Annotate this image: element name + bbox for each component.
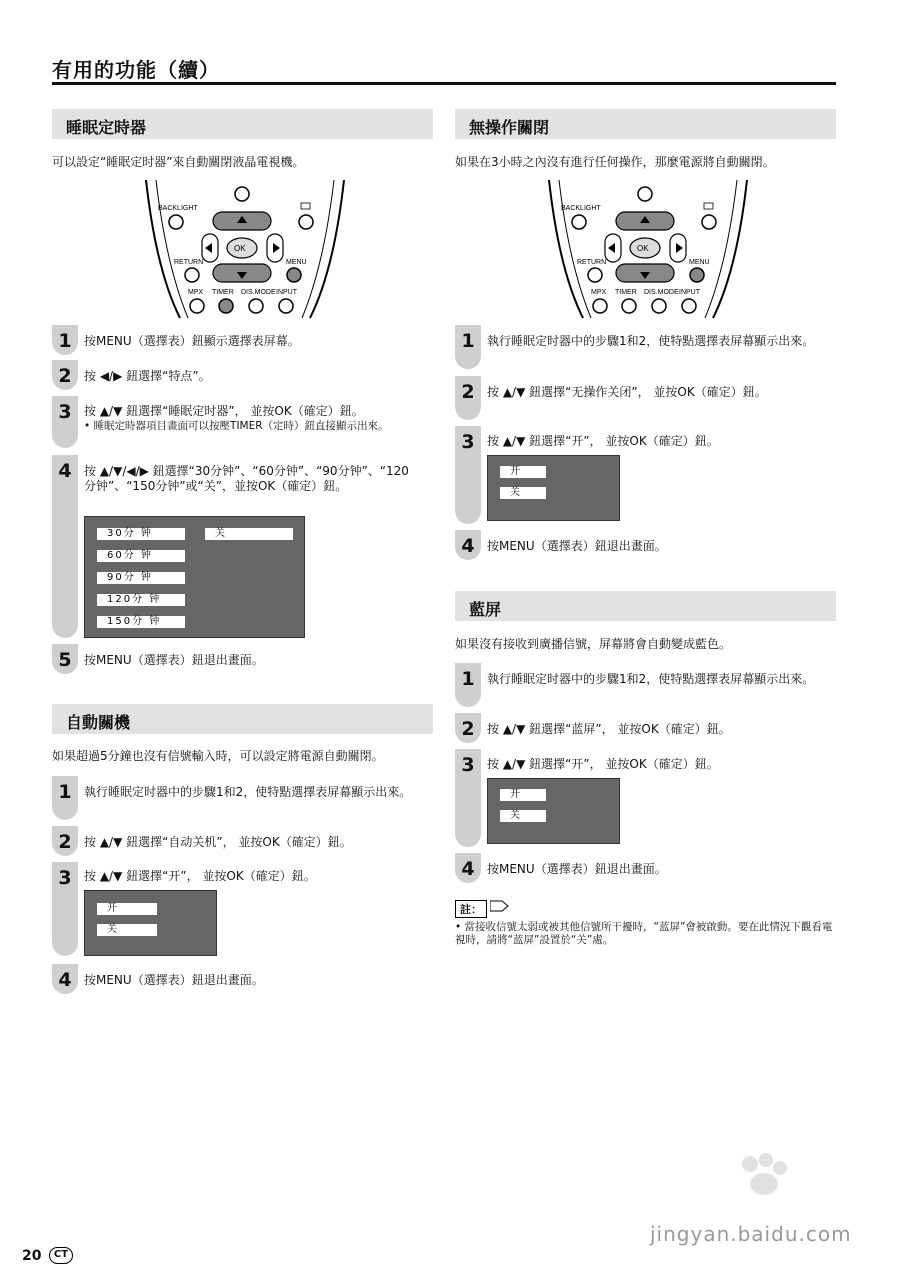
ok-label: OK: [637, 244, 649, 253]
step-number: 4: [461, 858, 475, 880]
menu-label: MENU: [689, 259, 710, 266]
step-note: • 睡眠定時器項目畫面可以按壓TIMER（定時）鈕直接顯示出來。: [84, 420, 389, 432]
no-operation-off-intro: 如果在3小時之內沒有進行任何操作，那麼電源將自動關閉。: [455, 155, 775, 169]
osd-option-off[interactable]: 关: [500, 487, 546, 499]
ok-label: OK: [234, 244, 246, 253]
step-number: 1: [58, 330, 72, 352]
osd-option-off[interactable]: 关: [205, 528, 293, 540]
osd-option-on[interactable]: 开: [500, 466, 546, 478]
note-label: 註：: [455, 900, 487, 918]
input-label: INPUT: [679, 289, 700, 296]
auto-off-heading: 自動關機: [52, 704, 433, 734]
step-number: 2: [58, 365, 72, 387]
osd-option-90[interactable]: 90分 钟: [97, 572, 185, 584]
osd-option-off[interactable]: 关: [97, 924, 157, 936]
watermark-text: jingyan.baidu.com: [650, 1222, 852, 1246]
step-number: 2: [461, 381, 475, 403]
step-text: 按MENU（選擇表）鈕退出畫面。: [487, 862, 667, 876]
mpx-label: MPX: [188, 289, 204, 296]
step-text: 按MENU（選擇表）鈕退出畫面。: [84, 653, 264, 667]
step-number: 3: [58, 401, 72, 423]
step-text: 按 ▲/▼ 鈕選擇“开”， 並按OK（確定）鈕。: [487, 434, 719, 448]
step-text: 執行睡眠定时器中的步驟1和2，使特點選擇表屏幕顯示出來。: [487, 672, 815, 686]
step-text: 按MENU（選擇表）鈕退出畫面。: [487, 539, 667, 553]
step-text: 按 ▲/▼ 鈕選擇“开”， 並按OK（確定）鈕。: [487, 757, 719, 771]
step-text: 按MENU（選擇表）鈕退出畫面。: [84, 973, 264, 987]
remote-diagram-right: [543, 180, 753, 320]
osd-option-off[interactable]: 关: [500, 810, 546, 822]
step-text: 按 ▲/▼ 鈕選擇“开”， 並按OK（確定）鈕。: [84, 869, 316, 883]
step-text: 執行睡眠定时器中的步驟1和2，使特點選擇表屏幕顯示出來。: [487, 334, 815, 348]
no-operation-off-heading: 無操作關閉: [455, 109, 836, 139]
step-bar: [52, 455, 78, 638]
menu-label: MENU: [286, 259, 307, 266]
step-number: 3: [58, 867, 72, 889]
timer-label: TIMER: [615, 289, 637, 296]
step-text: 按 ▲/▼ 鈕選擇“无操作关闭”， 並按OK（確定）鈕。: [487, 385, 767, 399]
step-text: 按 ▲/▼ 鈕選擇“睡眠定时器”， 並按OK（確定）鈕。: [84, 404, 364, 418]
mpx-label: MPX: [591, 289, 607, 296]
dismode-label: DIS.MODE: [644, 289, 679, 296]
step-number: 1: [58, 781, 72, 803]
step-text: 按 ▲/▼ 鈕選擇“自动关机”， 並按OK（確定）鈕。: [84, 835, 352, 849]
title-rule: [52, 82, 836, 85]
note-arrow-icon: [490, 899, 510, 913]
step-number: 4: [58, 969, 72, 991]
step-text: 按 ▲/▼/◀/▶ 鈕選擇“30分钟”、“60分钟”、“90分钟”、“120分钟”、“150分钟”或“关”，並按OK（確定）鈕。: [84, 464, 409, 493]
return-label: RETURN: [577, 259, 607, 266]
step-number: 3: [461, 431, 475, 453]
blue-screen-heading: 藍屏: [455, 591, 836, 621]
osd-option-120[interactable]: 120分 钟: [97, 594, 185, 606]
blue-screen-osd: [487, 778, 620, 844]
step-text: 執行睡眠定时器中的步驟1和2，使特點選擇表屏幕顯示出來。: [84, 785, 412, 799]
step-number: 4: [461, 535, 475, 557]
remote-diagram-left: [140, 180, 350, 320]
sleep-timer-heading: 睡眠定時器: [52, 109, 433, 139]
language-badge: CT: [49, 1247, 73, 1264]
sleep-timer-osd: [84, 516, 305, 638]
sleep-timer-intro: 可以設定“睡眠定时器”來自動關閉液晶電視機。: [52, 155, 305, 169]
blue-screen-intro: 如果沒有接收到廣播信號，屏幕將會自動變成藍色。: [455, 637, 732, 651]
step-number: 2: [461, 718, 475, 740]
backlight-label: BACKLIGHT: [561, 205, 601, 212]
step-text: 按 ▲/▼ 鈕選擇“蓝屏”， 並按OK（確定）鈕。: [487, 722, 731, 736]
step-number: 1: [461, 330, 475, 352]
step-number: 4: [58, 460, 72, 482]
step-number: 2: [58, 831, 72, 853]
page-number: 20: [22, 1248, 42, 1264]
step-number: 3: [461, 754, 475, 776]
auto-off-intro: 如果超過5分鐘也沒有信號輸入時，可以設定將電源自動關閉。: [52, 749, 384, 763]
osd-option-on[interactable]: 开: [97, 903, 157, 915]
step-text: 按MENU（選擇表）鈕顯示選擇表屏幕。: [84, 334, 300, 348]
dismode-label: DIS.MODE: [241, 289, 276, 296]
step-number: 5: [58, 649, 72, 671]
auto-off-osd: [84, 890, 217, 956]
osd-option-on[interactable]: 开: [500, 789, 546, 801]
no-operation-off-osd: [487, 455, 620, 521]
step-text: 按 ◀/▶ 鈕選擇“特点”。: [84, 369, 211, 383]
osd-option-150[interactable]: 150分 钟: [97, 616, 185, 628]
blue-screen-note: • 當接收信號太弱或被其他信號所干擾時，“蓝屏”會被啟動。要在此情況下觀看電視時，請將“蓝屏”設置於“关”處。: [455, 921, 833, 946]
osd-option-60[interactable]: 60分 钟: [97, 550, 185, 562]
backlight-label: BACKLIGHT: [158, 205, 198, 212]
page-title: 有用的功能（續）: [52, 58, 220, 82]
osd-option-30[interactable]: 30分 钟: [97, 528, 185, 540]
input-label: INPUT: [276, 289, 297, 296]
return-label: RETURN: [174, 259, 204, 266]
timer-label: TIMER: [212, 289, 234, 296]
step-number: 1: [461, 668, 475, 690]
